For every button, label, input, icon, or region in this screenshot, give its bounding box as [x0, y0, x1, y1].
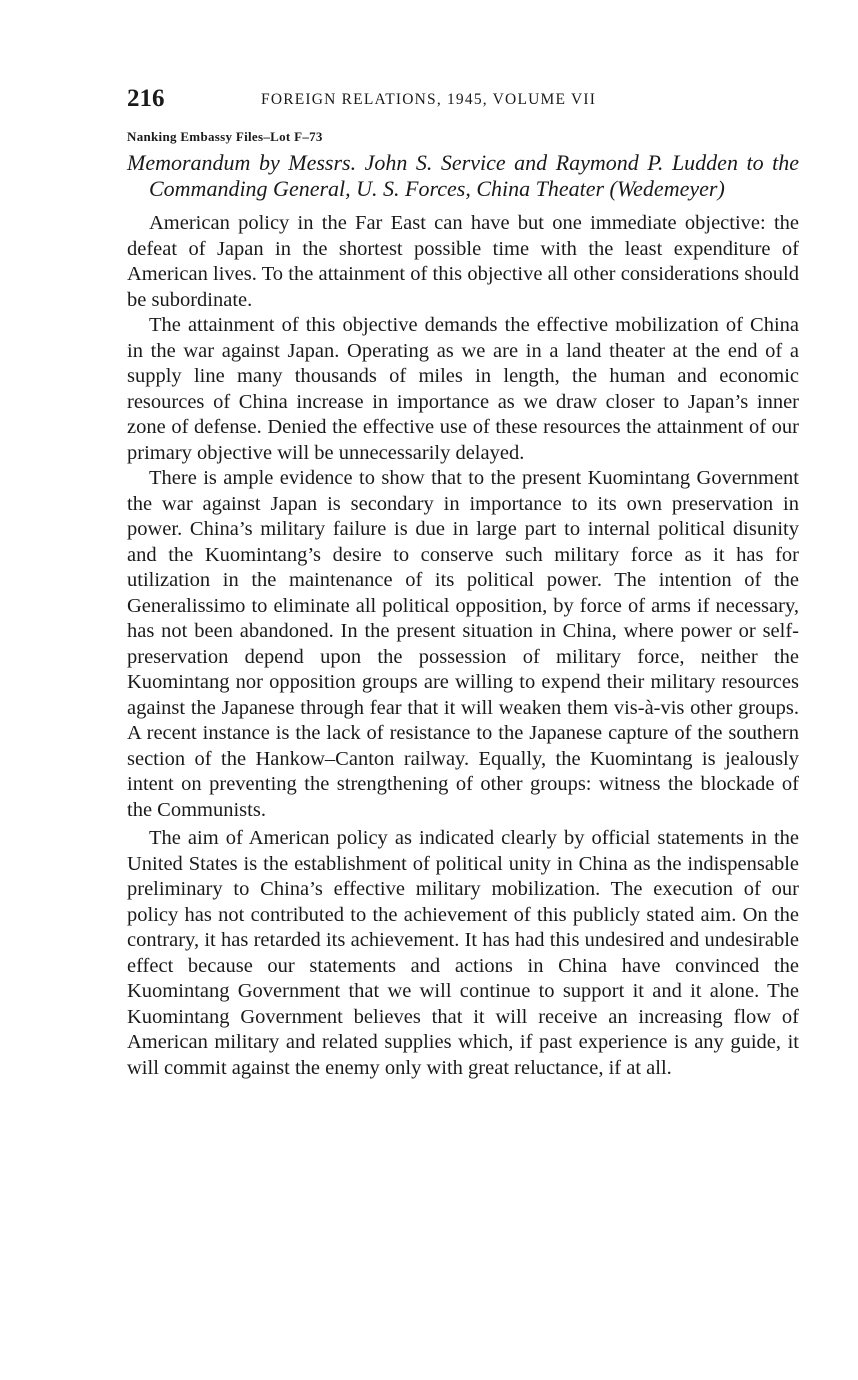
- body-text: [127, 211, 799, 1081]
- paragraph-2: The attainment of this objective demands the effective mobilization of China in the war against Japan. Operating as we are in a land theater at the end of a supply line many thousands of miles in length, the human and economic resources of China increase in importance as we draw closer to Japan’s inner zone of defense. Denied the effective use of these resources the attainment of our primary objective will be unnecessarily delayed.: [127, 314, 799, 464]
- page-number: 216: [127, 85, 165, 112]
- running-title: FOREIGN RELATIONS, 1945, VOLUME VII: [261, 91, 597, 108]
- document-title: Memorandum by Messrs. John S. Service and Raymond P. Ludden to the Commanding General, U. S. Forces, China Theater (Wedemeyer): [127, 150, 799, 201]
- paragraph-4: The aim of American policy as indicated clearly by official statements in the United States is the establishment of political unity in China as the indispensable preliminary to China’s effective military mobilization. The execution of our policy has not contributed to the achievement of this publicly stated aim. On the contrary, it has retarded its achievement. It has had this undesired and undesirable effect because our statements and actions in China have convinced the Kuomintang Government that we will continue to support it and it alone. The Kuomintang Government believes that it will receive an increasing flow of American military and related supplies which, if past experience is any guide, it will commit against the enemy only with great reluctance, if at all.: [127, 827, 799, 1079]
- source-note: Nanking Embassy Files–Lot F–73: [127, 129, 323, 144]
- paragraph-3: There is ample evidence to show that to the present Kuomintang Government the war against Japan is secondary in importance to its own preservation in power. China’s military failure is due in large part to internal political disunity and the Kuomintang’s desire to conserve such military force as it has for utilization in the maintenance of its political power. The intention of the Generalissimo to eliminate all political opposition, by force of arms if necessary, has not been abandoned. In the present situation in China, where power or self-preservation depend upon the possession of military force, neither the Kuomintang nor opposition groups are willing to expend their military resources against the Japanese through fear that it will weaken them vis-à-vis other groups. A recent instance is the lack of resistance to the Japanese capture of the southern section of the Hankow–Canton railway. Equally, the Kuomintang is jealously intent on preventing the strengthening of other groups: witness the blockade of the Communists.: [127, 467, 799, 821]
- paragraph-1: American policy in the Far East can have but one immediate objective: the defeat of Japan in the shortest possible time with the least expenditure of American lives. To the attainment of this objective all other considerations should be subordinate.: [127, 212, 799, 311]
- running-head: [127, 82, 799, 116]
- document-page: [127, 82, 799, 1081]
